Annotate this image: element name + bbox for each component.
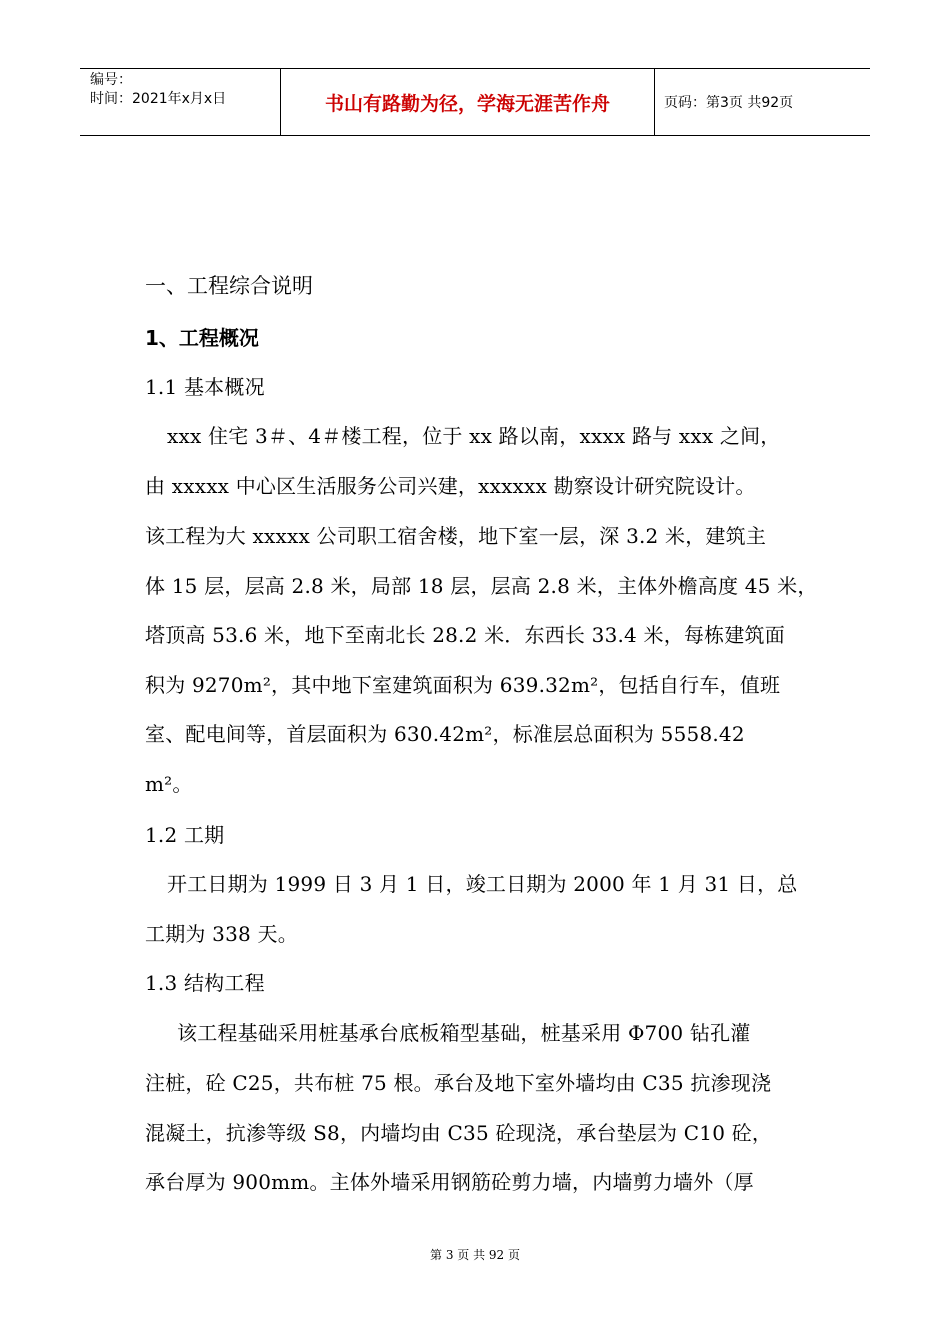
- paragraph-line: 体 15 层，层高 2.8 米，局部 18 层，层高 2.8 米，主体外檐高度 45 米，: [145, 574, 818, 598]
- period-heading: 1.2 工期: [145, 823, 225, 847]
- header-motto: 书山有路勤为径，学海无涯苦作舟: [281, 69, 655, 135]
- document-header: [80, 68, 870, 136]
- header-meta: [80, 69, 281, 135]
- header-time: 时间：2021年x月x日: [90, 91, 227, 107]
- paragraph-line: xxx 住宅 3＃、4＃楼工程，位于 xx 路以南，xxxx 路与 xxx 之间，: [167, 424, 781, 448]
- paragraph-line: 注桩，砼 C25，共布桩 75 根。承台及地下室外墙均由 C35 抗渗现浇: [145, 1071, 772, 1095]
- paragraph-line: 塔顶高 53.6 米，地下至南北长 28.2 米．东西长 33.4 米，每栋建筑面: [145, 623, 785, 647]
- paragraph-line: 该工程为大 xxxxx 公司职工宿舍楼，地下室一层，深 3.2 米，建筑主: [145, 524, 767, 548]
- basic-heading: 1.1 基本概况: [145, 375, 265, 399]
- section-title: 一、工程综合说明: [145, 274, 313, 298]
- paragraph-line: 积为 9270m²，其中地下室建筑面积为 639.32m²，包括自行车，值班: [145, 673, 781, 697]
- header-number: 编号：: [90, 72, 132, 88]
- structure-heading: 1.3 结构工程: [145, 971, 265, 995]
- paragraph-line: 室、配电间等，首层面积为 630.42m²，标准层总面积为 5558.42: [145, 722, 745, 746]
- paragraph-line: m²。: [145, 772, 193, 796]
- paragraph-line: 混凝土，抗渗等级 S8，内墙均由 C35 砼现浇，承台垫层为 C10 砼，: [145, 1121, 773, 1145]
- paragraph-line: 由 xxxxx 中心区生活服务公司兴建，xxxxxx 勘察设计研究院设计。: [145, 474, 756, 498]
- header-page-info: 页码：第3页 共92页: [664, 95, 794, 111]
- paragraph-line: 工期为 338 天。: [145, 922, 298, 946]
- paragraph-line: 承台厚为 900mm。主体外墙采用钢筋砼剪力墙，内墙剪力墙外（厚: [145, 1170, 754, 1194]
- subsection-title: 1、工程概况: [145, 326, 259, 350]
- page-footer: 第 3 页 共 92 页: [430, 1248, 520, 1262]
- paragraph-line: 该工程基础采用桩基承台底板箱型基础，桩基采用 Φ700 钻孔灌: [177, 1021, 751, 1045]
- paragraph-line: 开工日期为 1999 日 3 月 1 日，竣工日期为 2000 年 1 月 31 日，总: [167, 872, 798, 896]
